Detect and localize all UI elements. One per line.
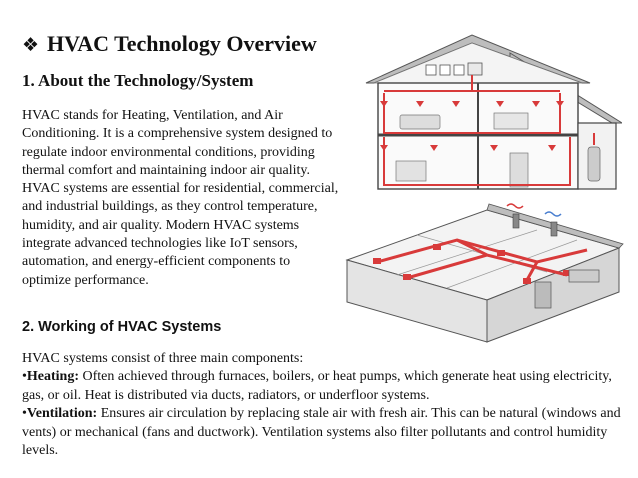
diamond-bullet-icon: ❖ bbox=[22, 34, 40, 56]
section2-heading: 2. Working of HVAC Systems bbox=[22, 319, 222, 335]
section2-body bbox=[22, 350, 622, 460]
list-term: Heating: bbox=[26, 369, 80, 385]
building-ductwork-illustration bbox=[337, 200, 627, 345]
slide-title bbox=[22, 30, 328, 59]
list-bullet: • bbox=[22, 369, 27, 385]
list-text: Often achieved through furnaces, boilers, or heat pumps, which generate heat using electricity, gas, or oil. Heat is distributed via ducts, radiators, or underfloor systems. bbox=[22, 369, 612, 403]
section2-intro: HVAC systems consist of three main components: bbox=[22, 351, 304, 366]
list-item-ventilation bbox=[22, 405, 622, 460]
section1-heading: 1. About the Technology/System bbox=[22, 71, 254, 90]
house-cross-section-illustration bbox=[360, 33, 622, 191]
list-item-heating bbox=[22, 368, 622, 405]
list-text: Ensures air circulation by replacing stale air with fresh air. This can be natural (windows and vents) or mechanical (fans and ductwork). Ventilation systems also filter pollutants and control humidity levels. bbox=[22, 406, 621, 459]
list-bullet: • bbox=[22, 406, 27, 422]
slide-title-text: HVAC Technology Overview bbox=[47, 31, 317, 56]
list-term: Ventilation: bbox=[26, 406, 98, 422]
section1-body: HVAC stands for Heating, Ventilation, and Air Conditioning. It is a comprehensive system designed to regulate indoor environmental conditions, providing thermal comfort and maintaining indoor air quality. HVAC systems are essential for residential, commercial, and industrial buildings, as they control temperature, humidity, and air quality. Modern HVAC systems integrate advanced technologies like IoT sensors, automation, and energy-efficient components to optimize performance. bbox=[22, 108, 339, 288]
